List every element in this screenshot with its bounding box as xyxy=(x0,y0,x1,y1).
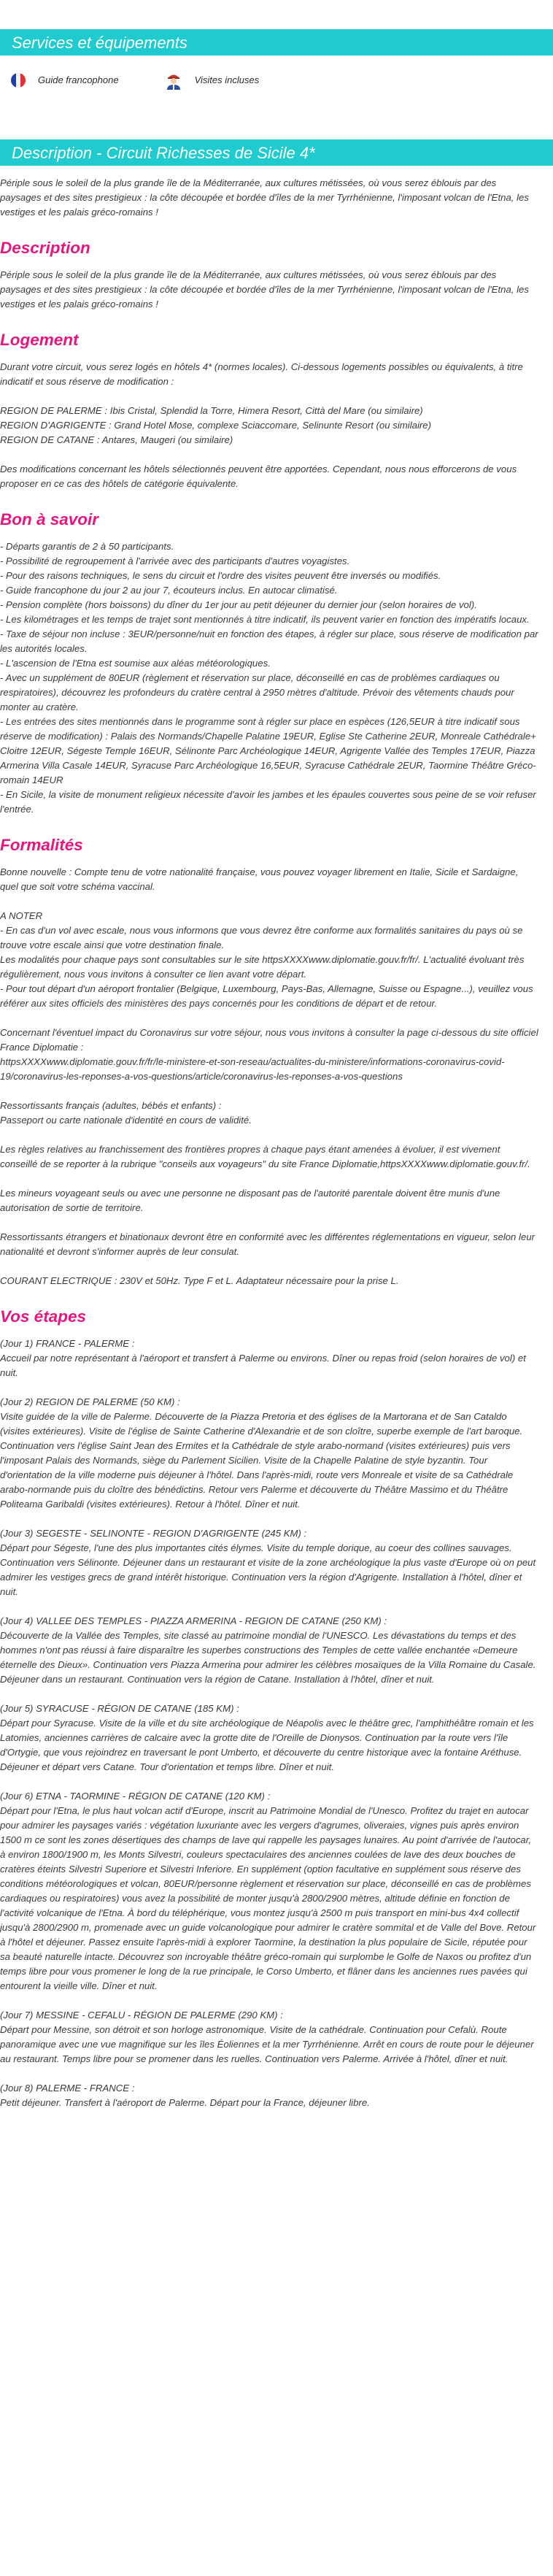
formalites-paragraph: COURANT ELECTRIQUE : 230V et 50Hz. Type F et L. Adaptateur nécessaire pour la prise L. xyxy=(0,1275,399,1286)
info-item: - Les entrées des sites mentionnés dans le programme sont à régler sur place en espèces (126,5EUR à titre indicatif sous réserve de modification) : Palais des Normands/Chapelle Palatine 19EUR, Eglise Ste Catherine 2EUR, Monreale Cathédrale+ Cloitre 12EUR, Ségeste Temple 16EUR, Sélinonte Parc Archéologique 14EUR, Agrigente Vallée des Temples 17EUR, Piazza Armerina Villa Casale 14EUR, Syracuse Parc Archéologique 16,5EUR, Syracuse Cathédrale 2EUR, Taormine Théâtre Gréco-romain 14EUR xyxy=(0,716,536,785)
bon-a-savoir-heading: Bon à savoir xyxy=(0,510,99,528)
info-item: - Pension complète (hors boissons) du dîner du 1er jour au petit déjeuner du dernier jour (selon horaires de vol). xyxy=(0,599,477,610)
description-intro: Périple sous le soleil de la plus grande île de la Méditerranée, aux cultures métissées, où vous serez éblouis par des paysages et des sites prestigieux : la côte découpée et bordée d'îles de la mer Tyrrhénienne, l'imposant volcan de l'Etna, les vestiges et les palais gréco-romains ! xyxy=(0,177,532,218)
guide-person-icon xyxy=(164,71,183,90)
hotel-list xyxy=(0,404,538,447)
day-item: (Jour 3) SEGESTE - SELINONTE - REGION D'AGRIGENTE (245 KM) : Départ pour Ségeste, l'une des plus importantes cités élymes. Visite du temple dorique, au coeur des collines sauvages. Continuation vers Sélinonte. Déjeuner dans un restaurant et visite de la zone archéologique la plus vaste d'Europe où on peut admirer les vestiges grecs de grand intérêt historique. Continuation vers la région d'Agrigente. Installation à l'hôtel, dîner et nuit. xyxy=(0,1528,536,1597)
day-item: (Jour 1) FRANCE - PALERME : Accueil par notre représentant à l'aéroport et transfert à Palerme ou environs. Dîner ou repas froid (selon horaires de vol) et nuit. xyxy=(0,1338,526,1378)
day-item: (Jour 8) PALERME - FRANCE : Petit déjeuner. Transfert à l'aéroport de Palerme. Départ pour la France, déjeuner libre. xyxy=(0,2083,370,2108)
description-banner: Description - Circuit Richesses de Sicile 4* xyxy=(0,139,553,166)
service-label: Visites incluses xyxy=(194,74,260,85)
info-item: - Départs garantis de 2 à 50 participants. xyxy=(0,541,174,552)
logement-intro: Durant votre circuit, vous serez logés en hôtels 4* (normes locales). Ci-dessous logements possibles ou équivalents, à titre indicatif et sous réserve de modification : xyxy=(0,361,526,387)
hotel-item: REGION DE PALERME : Ibis Cristal, Splendid la Torre, Himera Resort, Città del Mare (ou similaire) xyxy=(0,405,423,416)
day-item: (Jour 6) ETNA - TAORMINE - RÉGION DE CATANE (120 KM) : Départ pour l'Etna, le plus haut volcan actif d'Europe, inscrit au Patrimoine Mondial de l'Unesco. Profitez du trajet en autocar pour admirer les paysages variés : végétation luxuriante avec les vergers d'agrumes, oliveraies, vignes puis après environ 1500 m ce sont les zones désertiques des champs de lave qui rappelle les paysages lunaires. Au point d'arrivée de l'autocar, à environ 1800/1900 m, les Monts Silvestri, couleurs spectaculaires des anciennes coulées de lave des deux bouches de cratères éteints Silvestri Superiore et Silvestri Inferiore. En supplément (option facultative en supplément sous réserve des conditions météorologiques et volcan, 80EUR/personne règlement et réservation sur place, déconseillé en cas de problèmes cardiaques ou respiratoires) vous avez la possibilité de monter jusqu'à 2800/2900 mètres, altitude définie en fonction de l'activité volcanique de l'Etna. À bord du téléphérique, vous montez jusqu'à 2500 m puis transport en mini-bus 4x4 collectif jusqu'à 2800/2900 m, promenade avec un guide volcanologique pour admirer le cratère sommital et de Valle del Bove. Retour à l'hôtel et déjeuner. Passez ensuite l'après-midi à explorer Taormine, la destination la plus populaire de Sicile, réputée pour sa beauté naturelle intacte. Découvrez son incroyable théâtre gréco-romain qui surplombe le Golfe de Naxos ou profitez d'un temps libre pour vous promener le long de la rue principale, le Corso Umberto, et flâner dans les anciennes rues pavées qui entourent la vieille ville. Dîner et nuit. xyxy=(0,1791,536,1991)
bon-a-savoir-list xyxy=(0,539,538,817)
day-item: (Jour 5) SYRACUSE - RÉGION DE CATANE (185 KM) : Départ pour Syracuse. Visite de la ville et du site archéologique de Néapolis avec le théâtre grec, l'amphithéâtre romain et les Latomies, anciennes carrières de calcaire avec la grotte dite de l'Oreille de Dionysos. Continuation par la route vers l'île d'Ortygie, que vous rejoindrez en traversant le pont Umberto, et découverte du centre historique avec la fontaine Aréthuse. Déjeuner et départ vers Catane. Tour d'orientation et temps libre. Dîner et nuit. xyxy=(0,1703,534,1772)
logement-heading: Logement xyxy=(0,331,79,349)
day-item: (Jour 7) MESSINE - CEFALU - RÉGION DE PALERME (290 KM) : Départ pour Messine, son détroit et son horloge astronomique. Visite de la cathédrale. Continuation pour Cefalù. Route panoramique avec une vue magnifique sur les îles Éoliennes et la mer Tyrrhénienne. Arrêt en cours de route pour le déjeuner au restaurant. Temps libre pour se promener dans les ruelles. Continuation vers Palerme. Arrivée à l'hôtel, dîner et nuit. xyxy=(0,2010,534,2064)
etapes-heading: Vos étapes xyxy=(0,1307,86,1326)
main-content xyxy=(0,176,546,2110)
day-item: (Jour 2) REGION DE PALERME (50 KM) : Visite guidée de la ville de Palerme. Découverte de la Piazza Pretoria et des églises de la Martorana et de San Cataldo (visites extérieures). Visite de l'église de Sainte Catherine d'Alexandrie et de son cloître, superbe exemple de l'art baroque. Continuation vers l'église Saint Jean des Ermites et la Cathédrale de style arabo-normand (visites extérieures) puis vers l'imposant Palais des Normands, siège du Parlement Sicilien. Visite de la Chapelle Palatine de style byzantin. Tour d'orientation de la ville moderne puis déjeuner à l'hôtel. Dans l'après-midi, route vers Monreale et visite de sa Cathédrale arabo-normande puis du cloître des bénédictins. Retour vers Palerme et découverte du Théâtre Massimo et du Théâtre Politeama Garibaldi (visites extérieures). Retour à l'hôtel. Dîner et nuit. xyxy=(0,1396,523,1510)
info-item: - Avec un supplément de 80EUR (règlement et réservation sur place, déconseillé en cas de problèmes cardiaques ou respiratoires), découvrez les profondeurs du cratère central à 2950 mètres d'altitude. Prévoir des vêtements chauds pour monter au cratère. xyxy=(0,672,514,712)
info-item: - Possibilité de regroupement à l'arrivée avec des participants d'autres voyagistes. xyxy=(0,555,350,566)
hotel-item: REGION DE CATANE : Antares, Maugeri (ou similaire) xyxy=(0,434,233,445)
services-banner: Services et équipements xyxy=(0,29,553,55)
description-heading: Description xyxy=(0,239,90,257)
formalites-paragraph: Les mineurs voyageant seuls ou avec une personne ne disposant pas de l'autorité parentale doivent être munis d'une autorisation de sortie de territoire. xyxy=(0,1188,503,1213)
hotel-item: REGION D'AGRIGENTE : Grand Hotel Mose, complexe Sciaccomare, Selinunte Resort (ou similaire) xyxy=(0,420,432,431)
day-item: (Jour 4) VALLEE DES TEMPLES - PIAZZA ARMERINA - REGION DE CATANE (250 KM) : Découverte de la Vallée des Temples, site classé au patrimoine mondial de l'UNESCO. Les dévastations du temps et des hommes n'ont pas réussi à faire disparaître les superbes constructions des Temples de cette vallée enchantée «Demeure éternelle des Dieux». Continuation vers Piazza Armerina pour admirer les célèbres mosaïques de la Villa Romaine du Casale. Déjeuner dans un restaurant. Continuation vers la région de Catane. Installation à l'hôtel, dîner et nuit. xyxy=(0,1615,536,1685)
service-label: Guide francophone xyxy=(38,74,119,85)
info-item: - Les kilométrages et les temps de trajet sont mentionnés à titre indicatif, ils peuvent varier en fonction des impératifs locaux. xyxy=(0,614,530,625)
logement-note: Des modifications concernant les hôtels sélectionnés peuvent être apportées. Cependant, nous nous efforcerons de vous proposer en ce cas des hôtels de catégorie équivalente. xyxy=(0,464,519,489)
france-flag-icon xyxy=(10,72,26,88)
formalites-paragraph: A NOTER - En cas d'un vol avec escale, nous vous informons que vous devrez être conforme aux formalités sanitaires du pays où se trouve votre escale ainsi que votre destination finale. Les modalités pour chaque pays sont consultables sur le site httpsXXXXwww.diplomatie.gouv.fr/fr/. L'actualité évoluant très régulièrement, nous vous invitons à consulter ce lien avant votre départ. - Pour tout départ d'un aéroport frontalier (Belgique, Luxembourg, Pays-Bas, Allemagne, Suisse ou Espagne...), veuillez vous référer aux sites officiels des ministères des pays concernés pour les conditions de départ et de retour. xyxy=(0,910,533,1009)
description-text: Périple sous le soleil de la plus grande île de la Méditerranée, aux cultures métissées, où vous serez éblouis par des paysages et des sites prestigieux : la côte découpée et bordée d'îles de la mer Tyrrhénienne, l'imposant volcan de l'Etna, les vestiges et les palais gréco-romains ! xyxy=(0,269,532,309)
formalites-paragraph: Concernant l'éventuel impact du Coronavirus sur votre séjour, nous vous invitons à consulter la page ci-dessous du site officiel France Diplomatie : httpsXXXXwww.diplomatie.gouv.fr/fr/le-ministere-et-son-reseau/actualites-du-ministere/informations-coronavirus-covid-19/coronavirus-les-reponses-a-vos-questions/article/coronavirus-les-reponses-a-vos-questions xyxy=(0,1027,538,1082)
info-item: - Guide francophone du jour 2 au jour 7, écouteurs inclus. En autocar climatisé. xyxy=(0,585,338,596)
service-visits xyxy=(164,71,260,90)
formalites-heading: Formalités xyxy=(0,836,83,854)
info-item: - En Sicile, la visite de monument religieux nécessite d'avoir les jambes et les épaules couvertes sous peine de se voir refuser l'entrée. xyxy=(0,789,536,815)
info-item: - L'ascension de l'Etna est soumise aux aléas météorologiques. xyxy=(0,658,271,669)
info-item: - Taxe de séjour non incluse : 3EUR/personne/nuit en fonction des étapes, à régler sur place, sous réserve de modification par les autorités locales. xyxy=(0,628,538,654)
formalites-paragraph: Ressortissants français (adultes, bébés et enfants) : Passeport ou carte nationale d'identité en cours de validité. xyxy=(0,1100,252,1126)
formalites-paragraph: Ressortissants étrangers et binationaux devront être en conformité avec les différentes réglementations en vigueur, selon leur nationalité et devront s'informer auprès de leur consulat. xyxy=(0,1231,538,1257)
services-list xyxy=(0,55,553,105)
formalites-paragraph: Les règles relatives au franchissement des frontières propres à chaque pays étant amenées à évoluer, il est vivement conseillé de se reporter à la rubrique "conseils aux voyageurs" du site France Diplomatie,httpsXXXXwww.diplomatie.gouv.fr/. xyxy=(0,1144,530,1169)
formalites-paragraph: Bonne nouvelle : Compte tenu de votre nationalité française, vous pouvez voyager librement en Italie, Sicile et Sardaigne, quel que soit votre schéma vaccinal. xyxy=(0,866,522,892)
info-item: - Pour des raisons techniques, le sens du circuit et l'ordre des visites peuvent être inversés ou modifiés. xyxy=(0,570,441,581)
service-guide xyxy=(10,72,119,88)
